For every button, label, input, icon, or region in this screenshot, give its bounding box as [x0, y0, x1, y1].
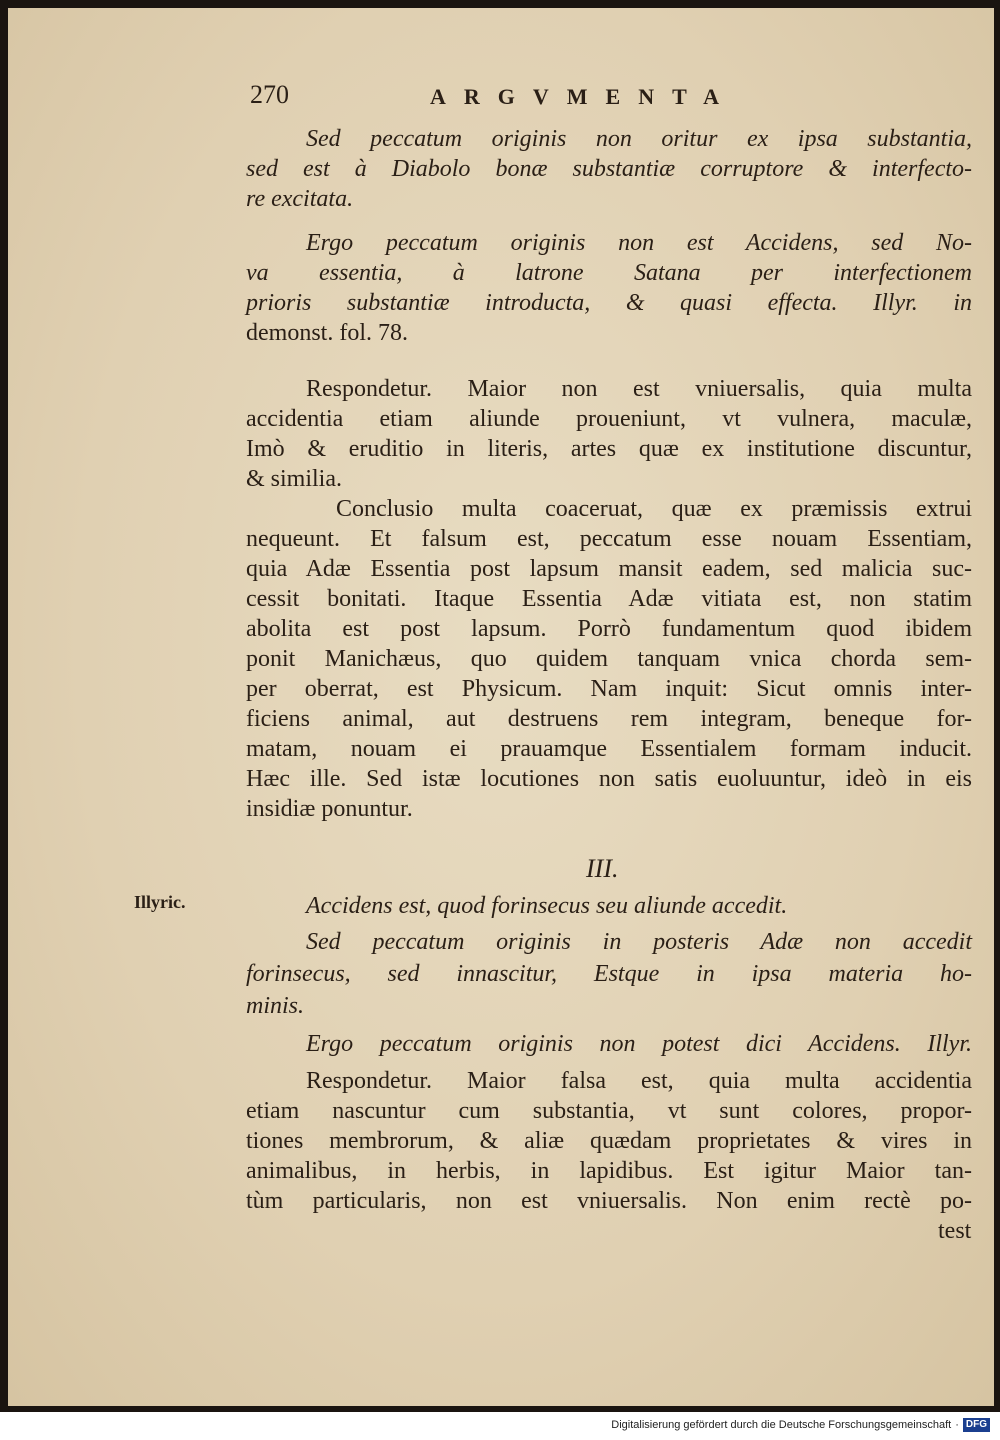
text-line: Conclusio multa coaceruat, quæ ex præmissis extrui — [336, 496, 972, 522]
dfg-logo-icon: DFG — [963, 1418, 990, 1432]
text-line: minis. — [246, 993, 305, 1019]
page-number: 270 — [250, 80, 289, 109]
text-line: cessit bonitati. Itaque Essentia Adæ vitiata est, non statim — [246, 586, 972, 612]
text-line: tiones membrorum, & aliæ quædam proprietates & vires in — [246, 1128, 972, 1154]
text-line: animalibus, in herbis, in lapidibus. Est igitur Maior tan- — [246, 1158, 972, 1184]
book-page — [8, 8, 994, 1406]
text-line: demonst. fol. 78. — [246, 320, 408, 346]
page-header — [250, 80, 980, 114]
conclusion-paragraph — [246, 494, 972, 824]
argument-conclusion-2 — [246, 1028, 972, 1060]
catchword: test — [938, 1218, 972, 1244]
footer-text: Digitalisierung gefördert durch die Deutsche Forschungsgemeinschaft — [611, 1419, 952, 1431]
text-line: nequeunt. Et falsum est, peccatum esse nouam Essentiam, — [246, 526, 972, 552]
text-line: sed est à Diabolo bonæ substantiæ corruptore & interfecto- — [246, 156, 972, 182]
text-line: re excitata. — [246, 186, 354, 212]
text-line: ficiens animal, aut destruens rem integram, beneque for- — [246, 706, 972, 732]
text-line: Hæc ille. Sed istæ locutiones non satis euoluuntur, ideò in eis — [246, 766, 972, 792]
section-number: III. — [586, 854, 619, 883]
argument-conclusion — [246, 228, 972, 348]
text-line: Respondetur. Maior falsa est, quia multa accidentia — [306, 1068, 972, 1094]
text-line: prioris substantiæ introducta, & quasi effecta. Illyr. in — [246, 290, 972, 316]
digitization-footer: Digitalisierung gefördert durch die Deutsche Forschungsgemeinschaft · DFG — [611, 1418, 990, 1432]
text-line: etiam nascuntur cum substantia, vt sunt colores, propor- — [246, 1098, 972, 1124]
text-line: abolita est post lapsum. Porrò fundamentum quod ibidem — [246, 616, 972, 642]
argument-major — [246, 890, 972, 922]
text-line: accidentia etiam aliunde proueniunt, vt vulnera, maculæ, — [246, 406, 972, 432]
text-line: Accidens est, quod forinsecus seu aliunde accedit. — [306, 893, 788, 919]
argument-minor — [246, 124, 972, 214]
text-line: & similia. — [246, 466, 342, 492]
margin-note: Illyric. — [134, 892, 186, 912]
text-line: va essentia, à latrone Satana per interfectionem — [246, 260, 972, 286]
response-paragraph-2 — [246, 1066, 972, 1216]
response-paragraph — [246, 374, 972, 494]
text-line: tùm particularis, non est vniuersalis. Non enim rectè po- — [246, 1188, 972, 1214]
text-line: Sed peccatum originis in posteris Adæ non accedit — [306, 929, 972, 955]
running-head: ARGVMENTA — [430, 84, 738, 109]
text-line: Sed peccatum originis non oritur ex ipsa substantia, — [306, 126, 972, 152]
text-line: Imò & eruditio in literis, artes quæ ex institutione discuntur, — [246, 436, 972, 462]
argument-minor-2 — [246, 926, 972, 1022]
text-line: quia Adæ Essentia post lapsum mansit eadem, sed malicia suc- — [246, 556, 972, 582]
text-line: per oberrat, est Physicum. Nam inquit: Sicut omnis inter- — [246, 676, 972, 702]
text-line: Ergo peccatum originis non est Accidens, sed No- — [306, 230, 972, 256]
text-line: insidiæ ponuntur. — [246, 796, 413, 822]
text-line: forinsecus, sed innascitur, Estque in ipsa materia ho- — [246, 961, 972, 987]
text-line: matam, nouam ei prauamque Essentialem formam inducit. — [246, 736, 972, 762]
text-line: Respondetur. Maior non est vniuersalis, quia multa — [306, 376, 972, 402]
text-line: Ergo peccatum originis non potest dici Accidens. Illyr. — [306, 1031, 972, 1057]
text-line: ponit Manichæus, quo quidem tanquam vnica chorda sem- — [246, 646, 972, 672]
